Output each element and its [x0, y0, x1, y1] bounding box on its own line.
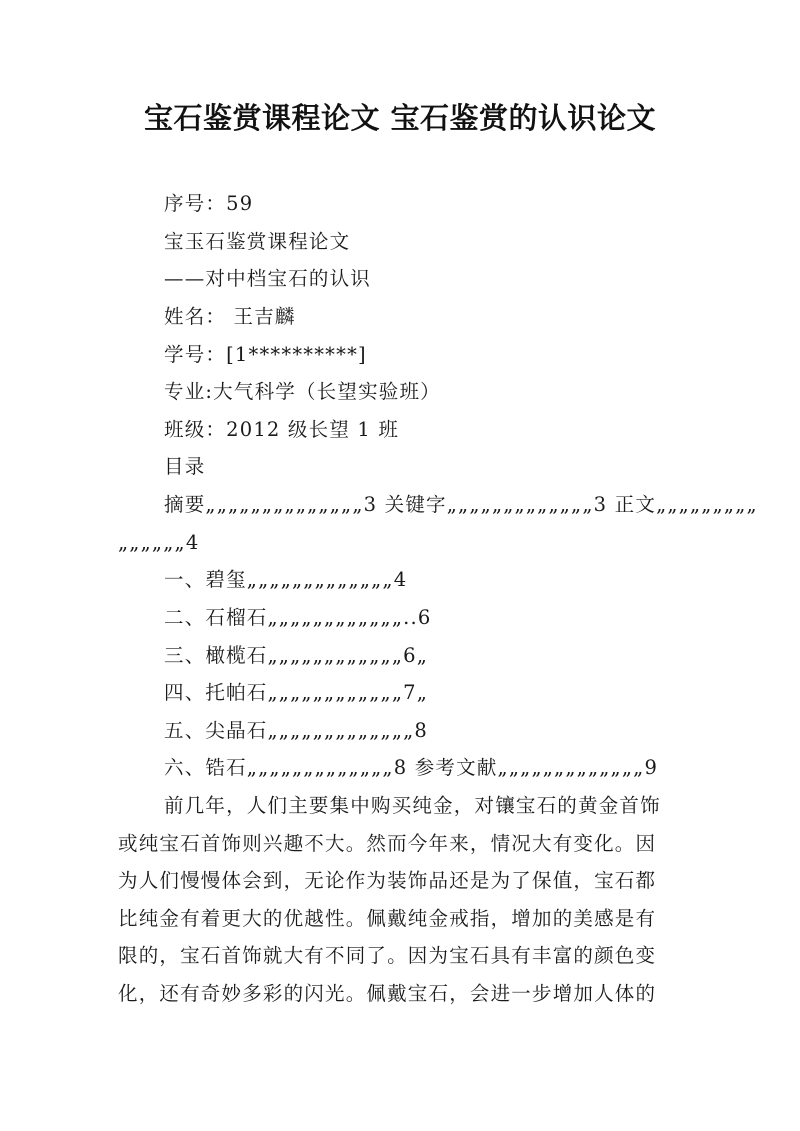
subtitle-line: ——对中档宝石的认识: [164, 267, 372, 290]
student-id-line: 学号：[1**********]: [164, 343, 367, 366]
name-line: 姓名： 王吉麟: [164, 305, 296, 328]
class-line: 班级：2012 级长望 1 班: [164, 418, 400, 441]
serial-number-line: 序号：59: [164, 192, 254, 215]
toc-entry: 六、锆石„„„„„„„„„„„„„8 参考文献„„„„„„„„„„„„„9: [164, 756, 659, 779]
body-paragraph-line: 为人们慢慢体会到，无论作为装饰品还是为了保值，宝石都: [118, 869, 657, 892]
toc-entry: 三、橄榄石„„„„„„„„„„„„6„: [164, 644, 429, 667]
body-paragraph-line: 化，还有奇妙多彩的闪光。佩戴宝石，会进一步增加人体的: [118, 982, 657, 1005]
toc-entry: 四、托帕石„„„„„„„„„„„„7„: [164, 681, 429, 704]
body-paragraph-line: 前几年，人们主要集中购买纯金，对镶宝石的黄金首饰: [164, 794, 661, 817]
major-line: 专业:大气科学（长望实验班）: [164, 380, 441, 403]
body-paragraph-line: 限的，宝石首饰就大有不同了。因为宝石具有丰富的颜色变: [118, 944, 657, 967]
course-title-line: 宝玉石鉴赏课程论文: [164, 230, 351, 253]
toc-entry: 二、石榴石„„„„„„„„„„„„..6: [164, 606, 432, 629]
body-paragraph-line: 比纯金有着更大的优越性。佩戴纯金戒指，增加的美感是有: [118, 907, 657, 930]
toc-entry: 摘要„„„„„„„„„„„„„„3 关键字„„„„„„„„„„„„„3 正文„„„„„„„„„: [164, 493, 758, 516]
toc-entry-continuation: „„„„„„4: [118, 531, 200, 554]
body-paragraph-line: 或纯宝石首饰则兴趣不大。然而今年来，情况大有变化。因: [118, 832, 657, 855]
toc-entry: 一、碧玺„„„„„„„„„„„„„4: [164, 568, 408, 591]
document-title: 宝石鉴赏课程论文 宝石鉴赏的认识论文: [143, 101, 657, 135]
toc-heading: 目录: [164, 455, 206, 478]
toc-entry: 五、尖晶石„„„„„„„„„„„„„8: [164, 719, 429, 742]
